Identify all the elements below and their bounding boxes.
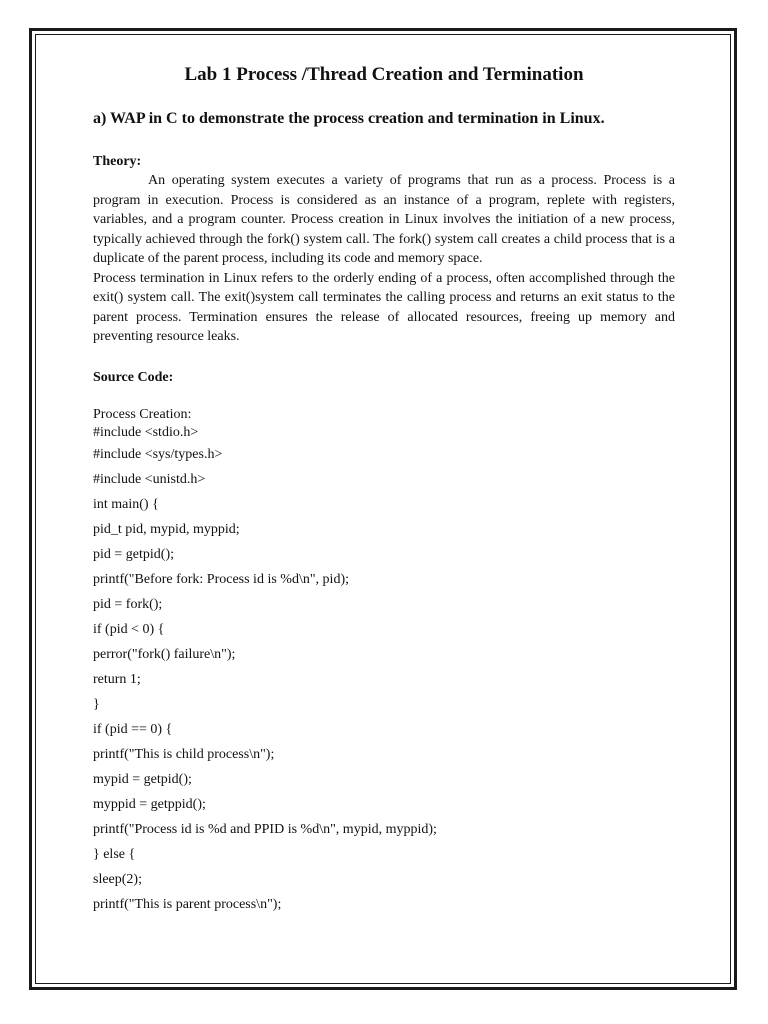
code-section-label: Process Creation: bbox=[93, 406, 192, 422]
page-title: Lab 1 Process /Thread Creation and Termination bbox=[184, 64, 584, 85]
source-code-heading: Source Code: bbox=[93, 369, 174, 385]
code-line: pid_t pid, mypid, myppid; bbox=[93, 521, 240, 537]
code-line: #include <unistd.h> bbox=[93, 471, 206, 487]
code-line: printf("This is parent process\n"); bbox=[93, 896, 282, 912]
theory-paragraph: An operating system executes a variety of programs that run as a process. Process is a program in execution. Process is considered as an instance of a program, replete with registers, variables, and a program counter. Process creation in Linux involves the initiation of a new process, typically achieved through the fork() system call. The fork() system call creates a child process that is a duplicate of the parent process, including its code and memory space. bbox=[93, 173, 675, 266]
code-line: } else { bbox=[93, 846, 136, 862]
code-listing bbox=[93, 424, 675, 921]
code-line: perror("fork() failure\n"); bbox=[93, 646, 236, 662]
code-line: return 1; bbox=[93, 671, 141, 687]
code-line: if (pid < 0) { bbox=[93, 621, 165, 637]
code-line: pid = fork(); bbox=[93, 596, 163, 612]
code-line: #include <sys/types.h> bbox=[93, 446, 223, 462]
code-line: mypid = getpid(); bbox=[93, 771, 192, 787]
code-line: printf("Process id is %d and PPID is %d\n", mypid, myppid); bbox=[93, 821, 437, 837]
theory-heading: Theory: bbox=[93, 154, 142, 169]
code-line: pid = getpid(); bbox=[93, 546, 174, 562]
document-body bbox=[93, 62, 675, 921]
code-line: myppid = getppid(); bbox=[93, 796, 206, 812]
code-line: } bbox=[93, 696, 100, 712]
code-line: sleep(2); bbox=[93, 871, 142, 887]
code-line: if (pid == 0) { bbox=[93, 721, 173, 737]
theory-paragraph: Process termination in Linux refers to the orderly ending of a process, often accomplished through the exit() system call. The exit()system call terminates the calling process and returns an exit status to the parent process. Termination ensures the release of allocated resources, freeing up memory and preventing resource leaks. bbox=[93, 270, 675, 344]
code-line: printf("Before fork: Process id is %d\n", pid); bbox=[93, 571, 349, 587]
code-line: #include <stdio.h> bbox=[93, 424, 199, 440]
code-line: int main() { bbox=[93, 496, 159, 512]
question-heading: a) WAP in C to demonstrate the process creation and termination in Linux. bbox=[93, 110, 605, 127]
code-line: printf("This is child process\n"); bbox=[93, 746, 275, 762]
